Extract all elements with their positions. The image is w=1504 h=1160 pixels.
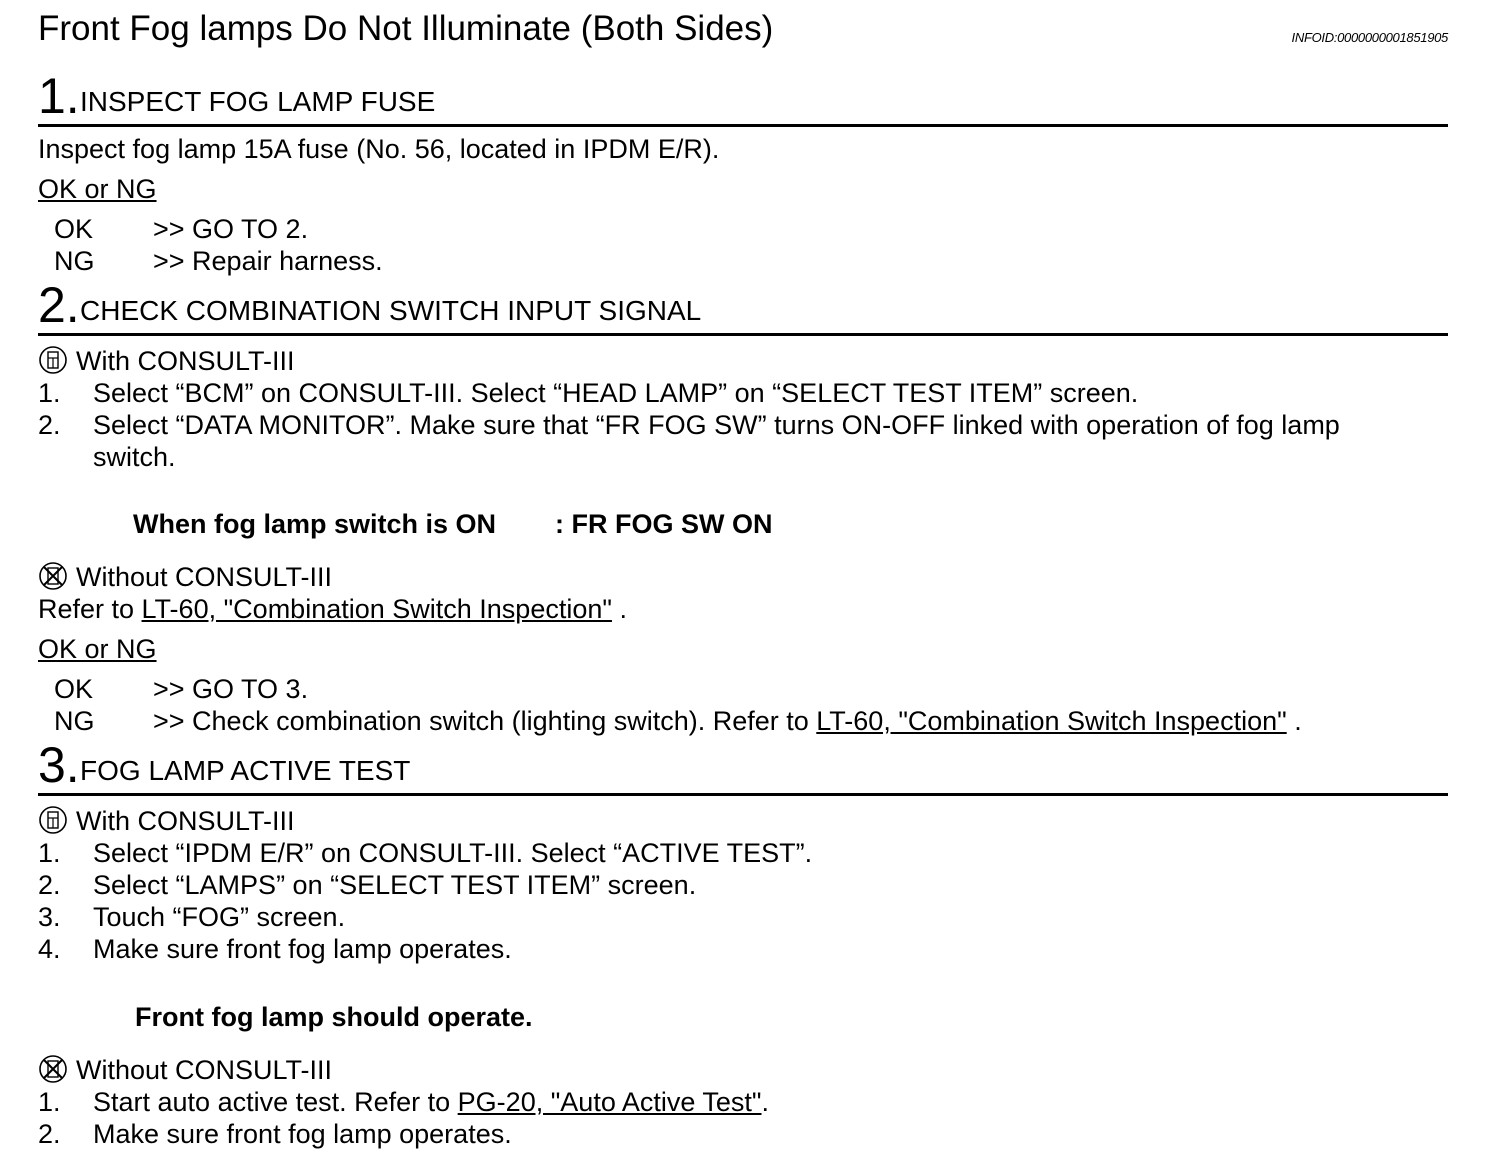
step-1-header xyxy=(38,68,1448,127)
step-1-ok-value: >> GO TO 2. xyxy=(153,214,309,244)
step-3-note: Front fog lamp should operate. xyxy=(135,1002,533,1032)
step-3-number: 3. xyxy=(38,737,80,793)
step-1-title: INSPECT FOG LAMP FUSE xyxy=(80,86,436,117)
with-consult-label: With CONSULT-III xyxy=(76,346,295,376)
step-2-item-2-number: 2. xyxy=(38,410,61,440)
step-3-w-item-2: Make sure front fog lamp operates. xyxy=(93,1119,512,1149)
ng-value-suffix: . xyxy=(1286,706,1302,736)
refer-prefix: Refer to xyxy=(38,594,142,624)
title-row xyxy=(38,4,1448,52)
combination-switch-inspection-link-2[interactable]: LT-60, "Combination Switch Inspection" xyxy=(816,706,1287,736)
step-3-item-3: Touch “FOG” screen. xyxy=(93,902,346,932)
step-2 xyxy=(38,277,1448,336)
step-3-header xyxy=(38,737,1448,796)
step-3-item-4: Make sure front fog lamp operates. xyxy=(93,934,512,964)
step-2-item-1-number: 1. xyxy=(38,378,61,408)
step-1 xyxy=(38,68,1448,127)
step-3-w-item-1 xyxy=(93,1086,769,1118)
step-1-number: 1. xyxy=(38,68,80,124)
step-1-ok-key: OK xyxy=(54,214,94,244)
step-2-ng-key: NG xyxy=(54,706,95,736)
step-3-item-3-number: 3. xyxy=(38,902,61,932)
step-3-item-1: Select “IPDM E/R” on CONSULT-III. Select “ACTIVE TEST”. xyxy=(93,838,813,868)
step-3-w-item-1-number: 1. xyxy=(38,1087,61,1117)
combination-switch-inspection-link[interactable]: LT-60, "Combination Switch Inspection" xyxy=(141,594,612,624)
step-3-item-4-number: 4. xyxy=(38,934,61,964)
w-item-1-suffix: . xyxy=(761,1087,770,1117)
refer-suffix: . xyxy=(611,594,627,624)
ng-value-prefix: >> Check combination switch (lighting switch). Refer to xyxy=(153,706,817,736)
w-item-1-prefix: Start auto active test. Refer to xyxy=(93,1087,458,1117)
step-3-item-1-number: 1. xyxy=(38,838,61,868)
step-2-ok-ng-label: OK or NG xyxy=(38,634,157,664)
step-2-ok-value: >> GO TO 3. xyxy=(153,674,309,704)
step-2-item-1: Select “BCM” on CONSULT-III. Select “HEAD LAMP” on “SELECT TEST ITEM” screen. xyxy=(93,378,1139,408)
step-2-number: 2. xyxy=(38,277,80,333)
info-id: INFOID:0000000001851905 xyxy=(1291,30,1448,45)
step-1-ok-ng-label: OK or NG xyxy=(38,174,157,204)
step-2-condition-value: : FR FOG SW ON xyxy=(555,509,773,539)
step-3 xyxy=(38,737,1448,796)
step-1-ng-key: NG xyxy=(54,246,95,276)
without-consult-label: Without CONSULT-III xyxy=(76,562,333,592)
step-3-w-item-2-number: 2. xyxy=(38,1119,61,1149)
step-2-ng-value xyxy=(153,705,1302,737)
step-3-item-2-number: 2. xyxy=(38,870,61,900)
step-3-title: FOG LAMP ACTIVE TEST xyxy=(80,755,411,786)
step-2-refer xyxy=(38,593,627,625)
step-2-condition: When fog lamp switch is ON xyxy=(133,509,497,539)
step-2-header xyxy=(38,277,1448,336)
step-2-item-2-line-1: Select “DATA MONITOR”. Make sure that “FR FOG SW” turns ON-OFF linked with operation of fog lamp xyxy=(93,410,1340,440)
step-2-ok-key: OK xyxy=(54,674,94,704)
step-1-instruction: Inspect fog lamp 15A fuse (No. 56, located in IPDM E/R). xyxy=(38,134,720,164)
without-consult-label: Without CONSULT-III xyxy=(76,1055,333,1085)
step-1-ng-value: >> Repair harness. xyxy=(153,246,383,276)
auto-active-test-link[interactable]: PG-20, "Auto Active Test" xyxy=(457,1087,762,1117)
step-2-item-2-line-2: switch. xyxy=(93,442,176,472)
page-title: Front Fog lamps Do Not Illuminate (Both Sides) xyxy=(38,9,774,48)
with-consult-label: With CONSULT-III xyxy=(76,806,295,836)
step-2-title: CHECK COMBINATION SWITCH INPUT SIGNAL xyxy=(80,295,702,326)
step-3-item-2: Select “LAMPS” on “SELECT TEST ITEM” screen. xyxy=(93,870,697,900)
